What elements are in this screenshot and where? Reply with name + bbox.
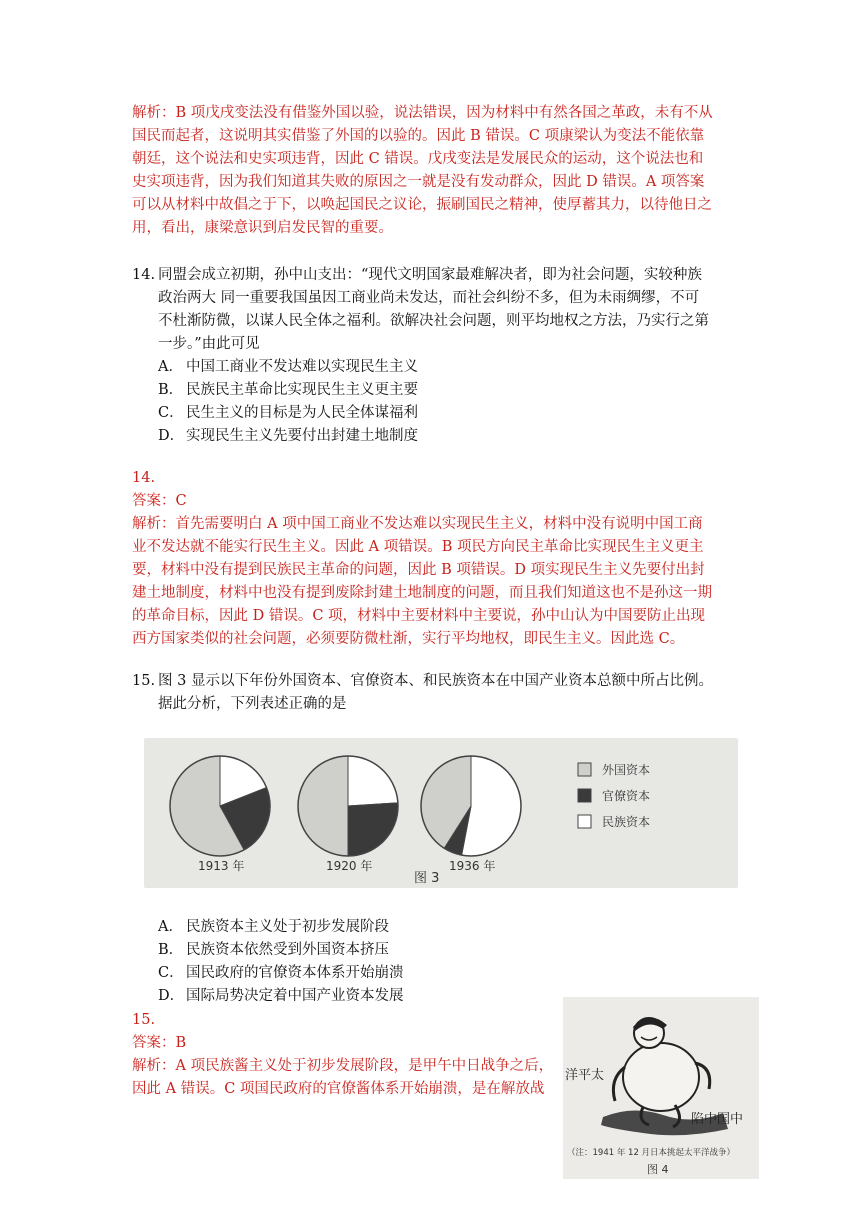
- pie-2: [421, 756, 521, 873]
- question-15: [132, 670, 732, 716]
- cartoon-text-right: 陷中国中: [691, 1112, 744, 1127]
- question-15-options: [158, 916, 404, 1008]
- figure-3: [144, 738, 738, 888]
- option-c: C． 国民政府的官僚资本体系开始崩溃: [158, 965, 404, 981]
- question-stem-line: 同盟会成立初期，孙中山支出：“现代文明国家最难解决者，即为社会问题，实较种族: [158, 267, 702, 283]
- analysis-line: 用，看出，康梁意识到启发民智的重要。: [132, 220, 393, 236]
- question-stem-line: 不杜渐防微，以谋人民全体之福利。欲解决社会问题，则平均地权之方法，乃实行之第: [158, 313, 709, 329]
- figure-caption: 图 3: [414, 871, 440, 886]
- legend-label: 民族资本: [602, 815, 651, 829]
- pie-0: [170, 756, 270, 873]
- question-stem-line: 据此分析，下列表述正确的是: [158, 696, 347, 712]
- figure-3-pies: [144, 738, 738, 888]
- analysis-line: 因此 A 错误。C 项国民政府的官僚酱体系开始崩溃，是在解放战: [132, 1081, 545, 1097]
- pie-slice-foreign: [298, 756, 348, 856]
- answer-number: 15.: [132, 1012, 156, 1028]
- legend-swatch-national: [578, 815, 591, 828]
- pie-year-label: 1913 年: [198, 859, 245, 873]
- pie-year-label: 1920 年: [326, 859, 373, 873]
- option-d: D． 实现民生主义先要付出封建土地制度: [158, 428, 418, 444]
- option-d: D． 国际局势决定着中国产业资本发展: [158, 988, 404, 1004]
- option-c: C． 民生主义的目标是为人民全体谋福利: [158, 405, 418, 421]
- analysis-line: 朝廷，这个说法和史实项违背，因此 C 错误。戊戌变法是发展民众的运动，这个说法也和: [132, 151, 704, 167]
- question-stem-line: 图 3 显示以下年份外国资本、官僚资本、和民族资本在中国产业资本总额中所占比例。: [158, 673, 713, 689]
- analysis-line: 史实项违背，因为我们知道其失败的原因之一就是没有发动群众，因此 D 错误。A 项答案: [132, 174, 705, 190]
- question-14-options: [158, 356, 418, 448]
- cartoon-note: （注：1941 年 12 月日本挑起太平洋战争）: [567, 1148, 736, 1158]
- analysis-line: 要，材料中没有提到民族民主革命的问题，因此 B 项错误。D 项实现民生主义先要付出封: [132, 562, 705, 578]
- question-stem-line: 一步。”由此可见: [158, 336, 260, 352]
- option-a: A． 民族资本主义处于初步发展阶段: [158, 919, 389, 935]
- legend-label: 外国资本: [602, 763, 651, 777]
- analysis-line: 解析：首先需要明白 A 项中国工商业不发达难以实现民生主义，材料中没有说明中国工商: [132, 516, 703, 532]
- figure-caption: 图 4: [647, 1163, 669, 1176]
- pie-1: [298, 756, 398, 873]
- question-14: [132, 264, 732, 356]
- legend-label: 官僚资本: [602, 789, 651, 803]
- answer-key: 答案：B: [132, 1035, 187, 1051]
- answer-key: 答案：C: [132, 493, 187, 509]
- cartoon-illustration: [563, 997, 759, 1179]
- figure-4-cartoon: [563, 997, 759, 1179]
- cartoon-text-left: 洋平太: [565, 1068, 605, 1083]
- option-b: B． 民族民主革命比实现民生主义更主要: [158, 382, 418, 398]
- answer-number: 14.: [132, 470, 156, 486]
- option-a: A． 中国工商业不发达难以实现民生主义: [158, 359, 418, 375]
- pie-slice-bureaucratic: [348, 803, 398, 856]
- question-stem-line: 政治两大 同一重要我国虽因工商业尚未发达，而社会纠纷不多，但为未雨绸缪，不可: [158, 290, 700, 306]
- answer-15: [132, 1009, 562, 1101]
- analysis-line: 西方国家类似的社会问题，必须要防微杜渐，实行平均地权，即民生主义。因此选 C。: [132, 631, 685, 647]
- analysis-line: 业不发达就不能实行民生主义。因此 A 项错误。B 项民方向民主革命比实现民生主义更主: [132, 539, 704, 555]
- analysis-line: 可以从材料中故倡之于下，以唤起国民之议论，振刷国民之精神，使厚蓄其力，以待他日之: [132, 197, 712, 213]
- question-number: 14.: [132, 267, 156, 283]
- question-number: 15.: [132, 673, 156, 689]
- legend-swatch-foreign: [578, 763, 591, 776]
- option-b: B． 民族资本依然受到外国资本挤压: [158, 942, 389, 958]
- analysis-line: 解析：A 项民族酱主义处于初步发展阶段，是甲午中日战争之后，: [132, 1058, 554, 1074]
- analysis-13: [132, 102, 732, 240]
- pie-year-label: 1936 年: [449, 859, 496, 873]
- analysis-line: 解析：B 项戊戌变法没有借鉴外国以验，说法错误，因为材料中有然各国之革政，未有不从: [132, 105, 713, 121]
- analysis-line: 的革命目标，因此 D 错误。C 项，材料中主要材料中主要说，孙中山认为中国要防止出现: [132, 608, 706, 624]
- legend-swatch-bureaucratic: [578, 789, 591, 802]
- answer-14: [132, 467, 732, 651]
- analysis-line: 建土地制度，材料中也没有提到废除封建土地制度的问题，而且我们知道这也不是孙这一期: [132, 585, 712, 601]
- analysis-line: 国民而起者，这说明其实借鉴了外国的以验的。因此 B 错误。C 项康梁认为变法不能依靠: [132, 128, 705, 144]
- figure-body: [623, 1043, 699, 1111]
